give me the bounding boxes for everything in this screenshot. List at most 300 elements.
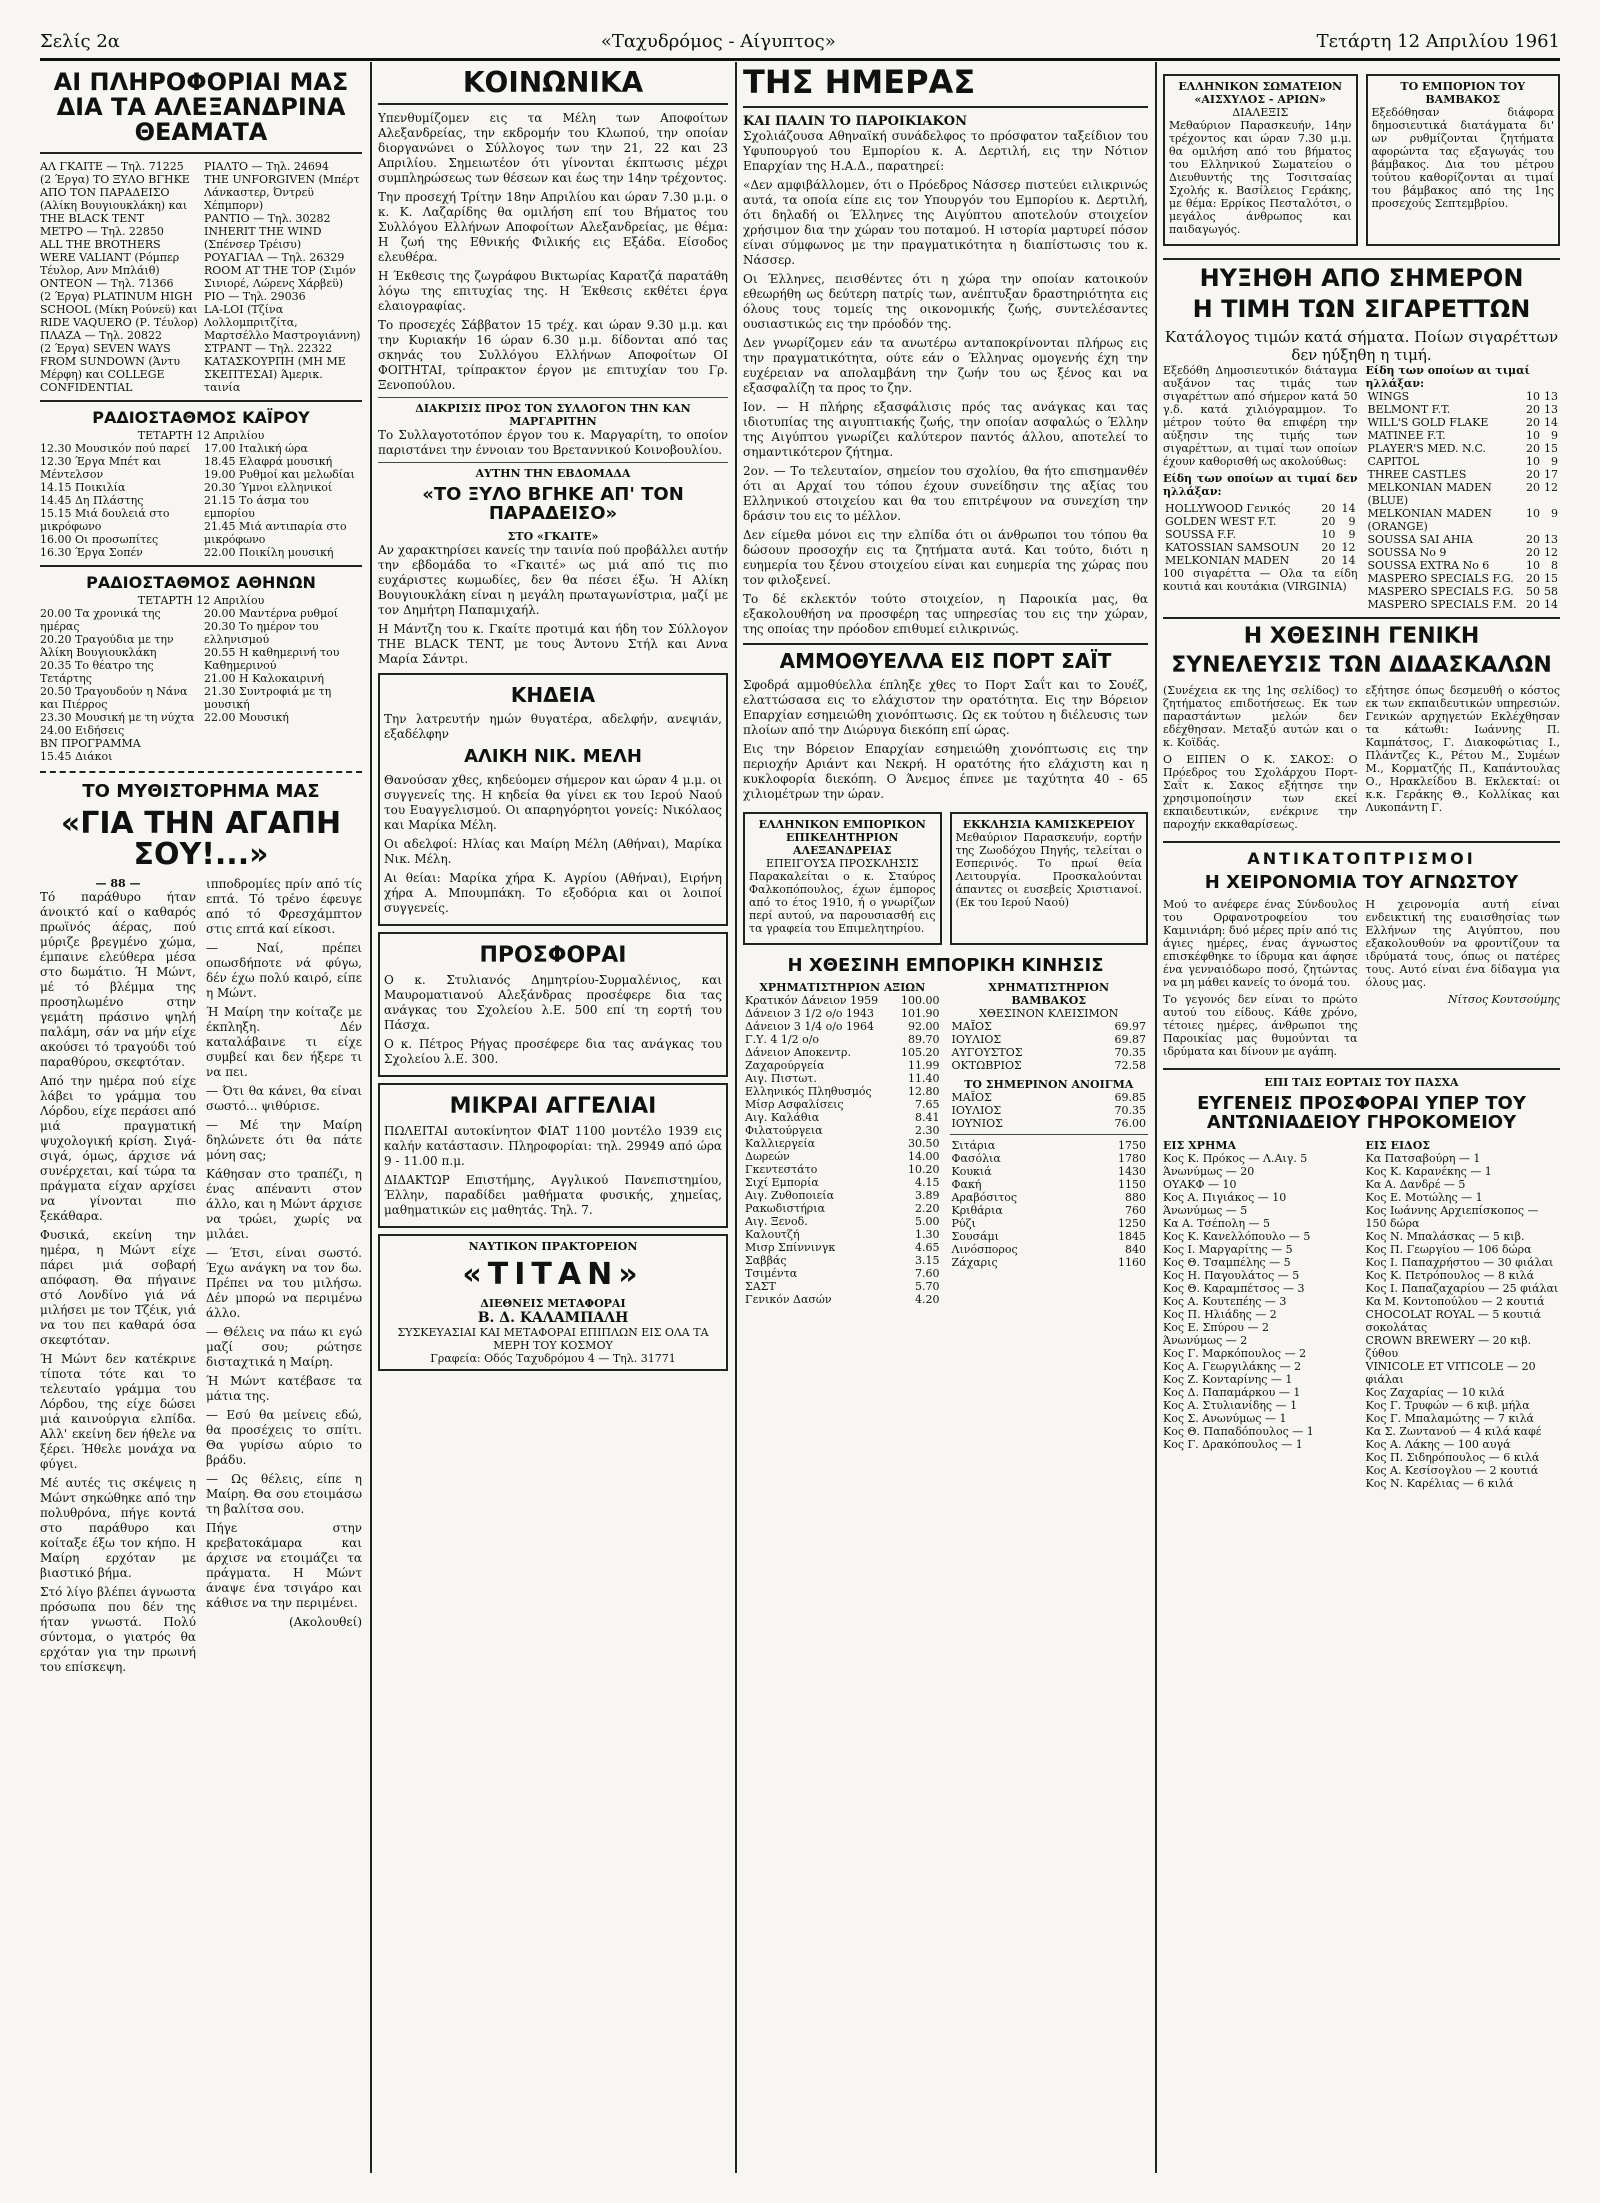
donation-item: Κος Ν. Μπαλάσκας — 5 κιβ. bbox=[1365, 1230, 1525, 1244]
easter-cash-list bbox=[1163, 1152, 1358, 1451]
cigarette-row-cell: 10 bbox=[1526, 429, 1540, 443]
stock-row bbox=[743, 1280, 942, 1293]
cigarette-row bbox=[1366, 429, 1561, 442]
cigarette-row-cell: 10 bbox=[1321, 528, 1336, 542]
cigarette-row-cell: 12 bbox=[1544, 546, 1558, 560]
easter-kind-title: ΕΙΣ ΕΙΔΟΣ bbox=[1365, 1139, 1431, 1153]
cinema-listing: ΠΛΑΖΑ — Τηλ. 20822 bbox=[40, 328, 162, 342]
cigarette-row bbox=[1366, 468, 1561, 481]
cigarette-row bbox=[1163, 528, 1358, 541]
novel-paragraph: Στό λίγο βλέπει άγνωστα πρόσωπα που δέν της ήταν γνωστά. Πολύ σύντομα, ο γιατρός θα ερχόταν για την πρωινή του επίσκεψη. bbox=[40, 1584, 196, 1674]
issue-date: Τετάρτη 12 Απριλίου 1961 bbox=[1316, 30, 1560, 52]
radio-program-item: 15.45 Διάκοι bbox=[40, 749, 113, 763]
stock-row bbox=[743, 1059, 942, 1072]
grain-row bbox=[950, 1191, 1149, 1204]
novel-paragraph: — Θέλεις να πάω κι εγώ μαζί σου; ρώτησε δισταχτικά η Μαίρη. bbox=[206, 1324, 362, 1369]
stock-row bbox=[743, 1215, 942, 1228]
cigarette-row-cell: SOUSSA No 9 bbox=[1367, 546, 1447, 560]
cinema-listing: (2 Έργα) ΤΟ ΞΥΛΟ ΒΓΗΚΕ ΑΠΟ ΤΟΝ ΠΑΡΑΔΕΙΣΟ (Αλίκη Βουγιουκλάκη) και THE BLACK TENT bbox=[40, 172, 190, 225]
novel-paragraph: — Έτσι, είναι σωστό. Έχω ανάγκη να τον δω. Πρέπει να του μιλήσω. Δέν μπορώ να περιμένω άλλο. bbox=[206, 1245, 362, 1320]
cinema-listing: LA-LOI (Τζίνα Λολλομπριτζίτα, Μαρτσέλλο Μαστρογιάννη) bbox=[204, 302, 361, 342]
donation-item: Κος Σ. Ανωνύμως — 1 bbox=[1163, 1412, 1287, 1426]
funeral-notice bbox=[378, 673, 728, 926]
chamber-title: ΕΛΛΗΝΙΚΟΝ ΕΜΠΟΡΙΚΟΝ ΕΠΙΚΕΛΗΤΗΡΙΟΝ ΑΛΕΞΑΝΔΡΕΙΑΣ bbox=[758, 817, 926, 857]
cigarette-row-cell: 9 bbox=[1348, 528, 1356, 542]
cigarette-row-cell: 20 bbox=[1526, 416, 1540, 430]
stock-row-cell: 14.00 bbox=[908, 1150, 940, 1164]
donation-item: Κος Κ. Κανελλόπουλο — 5 bbox=[1163, 1230, 1311, 1244]
stock-exchange bbox=[743, 981, 942, 1306]
cinema-list-right bbox=[204, 160, 362, 394]
radio-program-item: 17.00 Ιταλική ώρα bbox=[204, 441, 308, 455]
cinema-listing: ROOM AT THE TOP (Σιμόν Σινιορέ, Λώρενς Χάρβεϋ) bbox=[204, 263, 356, 290]
reflections-text: Η χειρονομία αυτή είναι ενδεικτική της ευαισθησίας των Ελλήνων της Αιγύπτου, που εξακολουθούν να φροντίζουν τα ιδρύματά τους, όπως οι πατέρες τους. Αυτό είναι ένα δίδαγμα για όλους μας. bbox=[1365, 898, 1560, 990]
radio-program-item: 21.45 Μιά αντιπαρία στο μικρόφωνο bbox=[204, 519, 347, 546]
social-item: Υπενθυμίζομεν εις τα Μέλη των Αποφοίτων Αλεξανδρείας, την εκδρομήν του Κλωπού, την οποίαν διοργανώνει ο Σύλλογος των την 21, 22 και 23 Απριλίου. Σημειωτέον ότι γίνονται έκπτωσις μέχρι συμπληρώσεως των θέσεων και έως την 14ην τρέχοντος. bbox=[378, 111, 728, 186]
cigarette-row-cell: 14 bbox=[1341, 554, 1356, 568]
cigarette-headline: Η ΤΙΜΗ ΤΩΝ ΣΙΓΑΡΕΤΤΩΝ bbox=[1192, 295, 1531, 324]
grain-row-cell: Λινόσπορος bbox=[951, 1243, 1018, 1257]
church-title: ΕΚΚΛΗΣΙΑ ΚΑΜΙΣΚΕΡΕΙΟΥ bbox=[962, 817, 1135, 831]
grain-row-cell: 1160 bbox=[1118, 1256, 1146, 1270]
radio-athens-date: ΤΕΤΑΡΤΗ 12 Απριλίου bbox=[137, 593, 265, 607]
stock-row-cell: Καλλιεργεία bbox=[745, 1137, 816, 1151]
donation-item: Κα Σ. Ζωντανού — 4 κιλά καφέ bbox=[1365, 1425, 1542, 1439]
radio-program-item: 14.15 Ποικιλία bbox=[40, 480, 126, 494]
cigarette-row-cell: 10 bbox=[1526, 559, 1540, 573]
novel-paragraph: — Ναί, πρέπει οπωσδήποτε νά φύγω, δέν έχω πολύ καιρό, είπε η Μώντ. bbox=[206, 940, 362, 1000]
grain-row-cell: 840 bbox=[1125, 1243, 1146, 1257]
donation-item: VINICOLE ET VITICOLE — 20 φιάλαι bbox=[1365, 1360, 1536, 1387]
donation-item: Κος Ζαχαρίας — 10 κιλά bbox=[1365, 1386, 1505, 1400]
opening-table bbox=[950, 1091, 1149, 1130]
stock-row bbox=[743, 1098, 942, 1111]
stock-row-cell: Σιχί Εμπορία bbox=[745, 1176, 819, 1190]
cigarette-row-cell: 9 bbox=[1551, 455, 1558, 469]
novel-paragraph: Ή Μώντ κατέβασε τα μάτια της. bbox=[206, 1373, 362, 1403]
cotton-trade-notice bbox=[1366, 74, 1561, 246]
cigarette-text: Εξεδόθη Δημοσιευτικόν διάταγμα αυξάνον τας τιμάς των σιγαρέττων από σήμερον κατά 50 γ.δ. κατά χιλιόγραμμον. Το μέτρον τούτο θα επιφέρη την αύξησιν της τιμής των σιγαρέττων, αι τιμαί των οποίων έχουν καθορισθή ως ακολούθως: bbox=[1163, 364, 1358, 469]
stock-row-cell: Αιγ. Πιστωτ. bbox=[745, 1072, 817, 1086]
notice-title: ΔΙΑΚΡΙΣΙΣ ΠΡΟΣ ΤΟΝ ΣΥΛΛΟΓΟΝ ΤΗΝ ΚΑΝ ΜΑΡΓΑΡΙΤΗΝ bbox=[415, 402, 691, 429]
daily-paragraph: Ιον. — Η πλήρης εξασφάλισις πρός τας ανάγκας και τας ιδιοτυπίας της αιγυπτιακής ζωής, την οποίαν ασφαλώς ο Έλλην της Αιγύπτου γνωρίζει καλύτερον παντός άλλου, αποτελεί το σημαντικότερον ζήτημα. bbox=[743, 399, 1148, 459]
cotton-row bbox=[950, 1033, 1149, 1046]
cinema-listing: ΡΑΝΤΙΟ — Τηλ. 30282 bbox=[204, 211, 331, 225]
donation-item: Κος Γ. Μαρκόπουλος — 2 bbox=[1163, 1347, 1307, 1361]
cigarette-row-cell: SOUSSA SAI AHIA bbox=[1367, 533, 1473, 547]
stock-row bbox=[743, 1241, 942, 1254]
week-cinema: ΣΤΟ «ΓΚΑΙΤΕ» bbox=[507, 530, 599, 544]
grain-row-cell: Ρύζι bbox=[951, 1217, 976, 1231]
stock-row-cell: 11.40 bbox=[908, 1072, 940, 1086]
cotton-row-cell: 72.58 bbox=[1114, 1059, 1146, 1073]
cigarette-headline: ΗΥΞΗΘΗ ΑΠΟ ΣΗΜΕΡΟΝ bbox=[1199, 264, 1524, 292]
novel-paragraph: — Μέ την Μαίρη δηλώνετε ότι θα πάτε μόνη σας; bbox=[206, 1117, 362, 1162]
stock-row-cell: 8.41 bbox=[915, 1111, 940, 1125]
lecture-notice bbox=[1163, 74, 1358, 246]
stock-row-cell: Γκεντεστάτο bbox=[745, 1163, 818, 1177]
cigarette-row-cell: 20 bbox=[1321, 541, 1336, 555]
stock-row-cell: 105.20 bbox=[901, 1046, 940, 1060]
funeral-text: Θανούσαν χθες, κηδεύομεν σήμερον και ώραν 4 μ.μ. οι συγγενείς της. Η κηδεία θα γίνει εκ του Ιερού Ναού του Ευαγγελισμού. Οι απαρηγόρητοι γονείς: Νικόλαος και Μαρίκα Μέλη. bbox=[384, 773, 722, 833]
stock-row-cell: 2.20 bbox=[915, 1202, 940, 1216]
teachers-headline: ΣΥΝΕΛΕΥΣΙΣ ΤΩΝ ΔΙΔΑΣΚΑΛΩΝ bbox=[1171, 653, 1552, 679]
cigarette-row-cell: 14 bbox=[1341, 502, 1356, 516]
cigarette-row-cell: 13 bbox=[1544, 533, 1558, 547]
social-headline: ΚΟΙΝΩΝΙΚΑ bbox=[462, 66, 644, 99]
grain-row-cell: Φακή bbox=[951, 1178, 982, 1192]
theatres-headline: ΑΙ ΠΛΗΡΟΦΟΡΙΑΙ ΜΑΣ ΔΙΑ ΤΑ ΑΛΕΞΑΝΔΡΙΝΑ ΘΕΑΜΑΤΑ bbox=[53, 68, 349, 147]
stock-row bbox=[743, 1124, 942, 1137]
grain-row bbox=[950, 1204, 1149, 1217]
radio-program-item: 19.00 Ρυθμοί και μελωδίαι bbox=[204, 467, 355, 481]
cotton-exchange bbox=[950, 981, 1149, 1306]
cigarette-row-cell: CAPITOL bbox=[1367, 455, 1420, 469]
markets-row bbox=[743, 981, 1148, 1306]
radio-program-item: 22.00 Ποικίλη μουσική bbox=[204, 545, 334, 559]
radio-athens-title: ΡΑΔΙΟΣΤΑΘΜΟΣ ΑΘΗΝΩΝ bbox=[86, 572, 316, 592]
novel-number: — 88 — bbox=[95, 876, 141, 890]
column-right bbox=[1163, 62, 1560, 2173]
offers-box bbox=[378, 932, 728, 1077]
cigarette-row-cell: 9 bbox=[1551, 507, 1558, 521]
grain-row bbox=[950, 1139, 1149, 1152]
stock-row bbox=[743, 994, 942, 1007]
radio-program-item: 20.00 Μαντέρνα ρυθμοί bbox=[204, 606, 339, 620]
donation-item: Άνωνύμως — 2 bbox=[1163, 1334, 1248, 1348]
novel-paragraph: — Εσύ θα μείνεις εδώ, θα προσέχεις το σπίτι. Θα γυρίσω αύριο το βράδυ. bbox=[206, 1407, 362, 1467]
stock-row-cell: Ελληνικός Πληθυσμός bbox=[745, 1085, 872, 1099]
cotton-title: ΧΡΗΜΑΤΙΣΤΗΡΙΟΝ ΒΑΜΒΑΚΟΣ bbox=[988, 981, 1110, 1008]
easter-headline: ΕΥΓΕΝΕΙΣ ΠΡΟΣΦΟΡΑΙ ΥΠΕΡ ΤΟΥ ΑΝΤΩΝΙΑΔΕΙΟΥ ΓΗΡΟΚΟΜΕΙΟΥ bbox=[1197, 1093, 1526, 1134]
easter-kind bbox=[1366, 1139, 1561, 1490]
opening-row bbox=[950, 1091, 1149, 1104]
stock-row bbox=[743, 1254, 942, 1267]
donation-item: Κος Κ. Πρόκος — Λ.Αιγ. 5 bbox=[1163, 1152, 1308, 1166]
radio-program-item: 20.30 Το ημέρον του ελληνισμού bbox=[204, 619, 319, 646]
cigarette-row-cell: PLAYER'S MED. N.C. bbox=[1367, 442, 1486, 456]
stock-row bbox=[743, 1293, 942, 1306]
sandstorm-text: Εις την Βόρειον Επαρχίαν εσημειώθη χιονόπτωσις εις την περιοχήν Αριάντ και Νεκρή. Η ορατότης ήτο ελάχιστη και η κυκλοφορία διεκόπη. Ο Άνεμος έπνεε με ταχύτητα 40 - 65 χιλιομέτρων την ώραν. bbox=[743, 741, 1148, 801]
cotton-sub: ΧΘΕΣΙΝΟΝ ΚΛΕΙΣΙΜΟΝ bbox=[979, 1007, 1119, 1021]
easter-title: ΕΠΙ ΤΑΙΣ ΕΟΡΤΑΙΣ ΤΟΥ ΠΑΣΧΑ bbox=[1264, 1076, 1459, 1090]
reflections-title: ΑΝΤΙΚΑΤΟΠΤΡΙΣΜΟΙ bbox=[1247, 848, 1476, 868]
radio-program-item: 16.00 Οι προσωπίτες bbox=[40, 532, 159, 546]
cotton-row bbox=[950, 1046, 1149, 1059]
sandstorm-headline: ΑΜΜΟΘΥΕΛΛΑ ΕΙΣ ΠΟΡΤ ΣΑΪΤ bbox=[779, 648, 1112, 673]
novel-paragraph: Κάθησαν στο τραπέζι, η ένας απέναντι στον άλλο, και η Μώντ άρχισε να τρώει, χωρίς να μιλάει. bbox=[206, 1166, 362, 1241]
grain-row-cell: 1845 bbox=[1118, 1230, 1146, 1244]
cigarette-row-cell: 20 bbox=[1526, 533, 1540, 547]
donation-item: CROWN BREWERY — 20 κιβ. ζύθου bbox=[1365, 1334, 1532, 1361]
novel-paragraph: Τό παράθυρο ήταν άνοικτό καί ο καθαρός πρωϊνός άέρας, πού μύριζε βρεγμένο χώμα, έμπαινε ελεύθερα μέσα στο δωμάτιο. Ή Μώντ, μέ τό βλέμμα της προσηλωμένο στην γεμάτη πράσινο ψηλή παλάμη, σάν να μήν είχε ακούσει τό τραγούδι τού παραθύρου, σκεφτόταν. bbox=[40, 889, 196, 1069]
donation-item: Κος Ι. Παπαζαχαρίου — 25 φιάλαι bbox=[1365, 1282, 1559, 1296]
grain-table bbox=[950, 1139, 1149, 1269]
radio-program-item: 14.45 Δη Πλάστης bbox=[40, 493, 144, 507]
stock-row-cell: Γ.Υ. 4 1/2 ο/ο bbox=[745, 1033, 820, 1047]
grain-row-cell: Φασόλια bbox=[951, 1152, 1001, 1166]
grain-row-cell: Ζάχαρις bbox=[951, 1256, 998, 1270]
cinema-listing: INHERIT THE WIND (Σπένσερ Τρέισυ) bbox=[204, 224, 322, 251]
donation-item: Άνωνύμως — 20 bbox=[1163, 1165, 1255, 1179]
radio-program-item: 12.30 Έργα Μπέτ και Μέντελσον bbox=[40, 454, 162, 481]
cigarette-row-cell: MATINEE F.T. bbox=[1367, 429, 1446, 443]
stock-row-cell: Ρακωδιστήρια bbox=[745, 1202, 826, 1216]
funeral-text: Οι αδελφοί: Ηλίας και Μαίρη Μέλη (Αθήναι), Μαρίκα Νικ. Μέλη. bbox=[384, 837, 722, 867]
easter-donations bbox=[1163, 1139, 1560, 1490]
teachers-body bbox=[1163, 684, 1560, 835]
easter-cash bbox=[1163, 1139, 1358, 1490]
advert-owner: Β. Δ. ΚΑΛΑΜΠΑΛΗ bbox=[477, 1309, 629, 1326]
radio-program-item: 21.00 Η Καλοκαιρινή bbox=[204, 671, 324, 685]
offers-text: Ο κ. Στυλιανός Δημητρίου-Συρμαλένιος, και Μαυροματιανού Αλεξάνδρας προσέφερε δια τας ανάγκας του Σχολείου λ.Ε. 500 επί τη εορτή του Πάσχα. bbox=[384, 973, 722, 1033]
cigarette-row bbox=[1366, 455, 1561, 468]
grain-row-cell: Κουκιά bbox=[951, 1165, 992, 1179]
opening-row bbox=[950, 1117, 1149, 1130]
cotton-row-cell: ΜΑΪΟΣ bbox=[951, 1020, 992, 1034]
grain-row-cell: 1750 bbox=[1118, 1139, 1146, 1153]
donation-item: Κος Γ. Μπαλαμώτης — 7 κιλά bbox=[1365, 1412, 1534, 1426]
grain-row-cell: Σουσάμι bbox=[951, 1230, 999, 1244]
grain-row-cell: Κριθάρια bbox=[951, 1204, 1003, 1218]
grain-row bbox=[950, 1165, 1149, 1178]
donation-item: Κος Δ. Παπαμάρκου — 1 bbox=[1163, 1386, 1301, 1400]
cigarette-row-cell: 20 bbox=[1321, 515, 1336, 529]
donation-item: Κος Ν. Καρέλιας — 6 κιλά bbox=[1365, 1477, 1514, 1491]
stock-row-cell: ΣΑΣΤ bbox=[745, 1280, 776, 1294]
cotton-trade-text: Εξεδόθησαν διάφορα δημοσιευτικά διατάγματα δι' ων ρυθμίζονται ζητήματα αφορώντα τας εξαγωγάς του βάμβακος. Δια του μέτρου τούτου καθορίζονται αι τιμαί του βάμβακος από της 1ης προσεχούς Σεπτεμβρίου. bbox=[1371, 106, 1554, 210]
grain-row-cell: 760 bbox=[1125, 1204, 1146, 1218]
stock-row-cell: 12.80 bbox=[908, 1085, 940, 1099]
donation-item: Κος Α. Κεσίσογλου — 2 κουτιά bbox=[1365, 1464, 1539, 1478]
cigarette-row-cell: WILL'S GOLD FLAKE bbox=[1367, 416, 1489, 430]
donation-item: Κος Α. Στυλιανίδης — 1 bbox=[1163, 1399, 1298, 1413]
cigarette-row bbox=[1366, 390, 1561, 403]
cigarette-row-cell: 13 bbox=[1544, 390, 1558, 404]
teachers-col-a bbox=[1163, 684, 1358, 835]
cigarette-row bbox=[1366, 442, 1561, 455]
grain-row bbox=[950, 1243, 1149, 1256]
lecture-title: ΕΛΛΗΝΙΚΟΝ ΣΩΜΑΤΕΙΟΝ «ΑΙΣΧΥΛΟΣ - ΑΡΙΩΝ» bbox=[1178, 80, 1343, 106]
cigarette-row-cell: 20 bbox=[1321, 502, 1336, 516]
stock-row-cell: 3.89 bbox=[915, 1189, 940, 1203]
stock-row bbox=[743, 1202, 942, 1215]
stock-row-cell: Αιγ. Καλάθια bbox=[745, 1111, 820, 1125]
week-title: ΑΥΤΗΝ ΤΗΝ ΕΒΔΟΜΑΔΑ bbox=[475, 467, 631, 481]
teachers-text: εξήτησε όπως δεσμευθή ο κόστος εκ των εκπαιδευτικών υπηρεσιών. Γενικών αρχηγετών Εκλέχθησαν τα κάτωθι: Ιωάννης Π. Καμπάτσος, Γ. Διακοφώτιας Ι., Πλάντζες Κ., Ρέτου Μ., Συμέων Μ., Κορματζής Π., Καπάντουλας Ο., Ηρακλείδου Β. Εκλεκταί: οι κ.κ. Γεράκης Θ., Κολλίκας και Λυκοπάντη Γ. bbox=[1365, 683, 1560, 814]
stock-row-cell: Σαββάς bbox=[745, 1254, 787, 1268]
cigarette-row-cell: GOLDEN WEST F.T. bbox=[1165, 515, 1277, 529]
donation-item: Κος Γ. Τρυφών — 6 κιβ. μήλα bbox=[1365, 1399, 1530, 1413]
cinema-listing: (2 Έργα) PLATINUM HIGH SCHOOL (Μίκη Ρούνεϋ) και RIDE VAQUERO (Ρ. Τέυλορ) bbox=[40, 289, 198, 329]
stock-row-cell: 4.65 bbox=[915, 1241, 940, 1255]
column-rule bbox=[370, 62, 372, 2173]
stock-row-cell: Κρατικόν Δάνειον 1959 bbox=[745, 994, 879, 1008]
funeral-intro: Την λατρευτήν ημών θυγατέρα, αδελφήν, ανεψιάν, εξαδέλφην bbox=[384, 712, 722, 742]
cigarette-row bbox=[1163, 515, 1358, 528]
church-notice bbox=[950, 812, 1149, 945]
offers-text: Ο κ. Πέτρος Ρήγας προσέφερε δια τας ανάγκας του Σχολείου λ.Ε. 300. bbox=[384, 1037, 722, 1067]
grain-row-cell: 1250 bbox=[1118, 1217, 1146, 1231]
donation-item: Κος Ζ. Κονταρίνης — 1 bbox=[1163, 1373, 1293, 1387]
lecture-sub: ΔΙΑΛΕΞΙΣ bbox=[1232, 106, 1289, 119]
cigarette-row-cell: 12 bbox=[1544, 481, 1558, 495]
stock-row-cell: Δωρεών bbox=[745, 1150, 790, 1164]
cigarette-row-cell: MASPERO SPECIALS F.G. bbox=[1367, 585, 1514, 599]
cigarette-row-cell: THREE CASTLES bbox=[1367, 468, 1467, 482]
cinema-list-left bbox=[40, 160, 198, 394]
donation-item: Κος Α. Λάκης — 100 αυγά bbox=[1365, 1438, 1511, 1452]
novel-label: ΤΟ ΜΥΘΙΣΤΟΡΗΜΑ ΜΑΣ bbox=[82, 780, 320, 802]
donation-item: Άνωνύμως — 5 bbox=[1163, 1204, 1248, 1218]
cinema-listing: ΡΙΑΛΤΟ — Τηλ. 24694 bbox=[204, 159, 329, 173]
radio-cairo-date: ΤΕΤΑΡΤΗ 12 Απριλίου bbox=[137, 428, 265, 442]
stock-row-cell: 1.30 bbox=[915, 1228, 940, 1242]
cigarette-text: Είδη των οποίων αι τιμαί δεν ηλλάξαν: bbox=[1163, 472, 1358, 499]
reflections-subtitle: Η ΧΕΙΡΟΝΟΜΙΑ ΤΟΥ ΑΓΝΩΣΤΟΥ bbox=[1204, 871, 1519, 893]
grain-row bbox=[950, 1256, 1149, 1269]
stock-row-cell: Ζαχαρούργεία bbox=[745, 1059, 825, 1073]
teachers-text: (Συνέχεια εκ της 1ης σελίδος) το ζητήματος επιδοτήσεως. Εκ των παραστάντων μελών δεν εδέχθησαν. Μεταξύ αυτών και ο κ. Κοϊδάς. bbox=[1163, 683, 1358, 749]
titan-advert bbox=[378, 1234, 728, 1371]
cinema-listing: ΟΝΤΕΟΝ — Τηλ. 71366 bbox=[40, 276, 174, 290]
cigarette-row-cell: MASPERO SPECIALS F.M. bbox=[1367, 598, 1517, 612]
grain-row-cell: 1150 bbox=[1118, 1178, 1146, 1192]
stock-row-cell: Δάνειον Αποκεντρ. bbox=[745, 1046, 851, 1060]
stock-row-cell: Φιλατούργεια bbox=[745, 1124, 823, 1138]
lecture-text: Μεθαύριον Παρασκευήν, 14ην τρέχοντος και ώραν 7.30 μ.μ. θα ομιλήση από του βήματος του Ελληνικού Σωματείου ο Διευθυντής της Τοσιτσαίας Σχολής κ. Βασίλειος Γεράκης, με θέμα: Ερρίκος Πεσταλότσι, ο μεγάλος άνθρωπος και παιδαγωγός. bbox=[1169, 119, 1352, 236]
donation-item: Κος Κ. Πετρόπουλος — 8 κιλά bbox=[1365, 1269, 1535, 1283]
stock-row-cell: 100.00 bbox=[901, 994, 940, 1008]
cigarette-row-cell: 10 bbox=[1526, 455, 1540, 469]
cigarette-row bbox=[1366, 585, 1561, 598]
cigarette-row bbox=[1366, 533, 1561, 546]
donation-item: Κος Θ. Καραμπέτσος — 3 bbox=[1163, 1282, 1305, 1296]
classifieds-box bbox=[378, 1083, 728, 1228]
daily-paragraph: Το δέ εκλεκτόν τούτο στοιχείον, η Παροικία μας, θα εξακολουθήση να προσφέρη τας υπηρεσίας του εις την χώραν, της οποίας την πρόοδον επιθυμεί ειλικρινώς. bbox=[743, 591, 1148, 636]
stock-row-cell: 11.99 bbox=[908, 1059, 940, 1073]
cinema-listing: ALL THE BROTHERS WERE VALIANT (Ρόμπερ Τέυλορ, Ανν Μπλάιθ) bbox=[40, 237, 180, 277]
advert-sub: ΔΙΕΘΝΕΙΣ ΜΕΤΑΦΟΡΑΙ bbox=[480, 1296, 626, 1310]
reflections-body bbox=[1163, 898, 1560, 1062]
stock-row bbox=[743, 1163, 942, 1176]
cinema-listing: (2 Έργα) SEVEN WAYS FROM SUNDOWN (Άντυ Μέρφη) και COLLEGE CONFIDENTIAL bbox=[40, 341, 181, 394]
stock-row-cell: 7.65 bbox=[915, 1098, 940, 1112]
donation-item: Κα Μ. Κοντοπούλου — 2 κουτιά bbox=[1365, 1295, 1545, 1309]
cinema-listing: ΡΙΟ — Τηλ. 29036 bbox=[204, 289, 306, 303]
donation-item: Κος Γ. Δρακόπουλος — 1 bbox=[1163, 1438, 1303, 1452]
column-rule bbox=[735, 62, 737, 2173]
cigarette-row bbox=[1163, 502, 1358, 515]
cigarette-row-cell: 20 bbox=[1526, 403, 1540, 417]
cotton-row-cell: 69.87 bbox=[1114, 1033, 1146, 1047]
social-item: Το προσεχές Σάββατον 15 τρέχ. και ώραν 9.30 μ.μ. και την Κυριακήν 16 ώραν 6.30 μ.μ. δίδονται από τας σκηνάς του Συλλόγου Ελλήνων Αποφοίτων ΟΙ ΦΟΙΤΗΤΑΙ, τρίπρακτον έργον με επιτυχίαν του Γρ. Ξενοπούλου. bbox=[378, 318, 728, 393]
stock-row bbox=[743, 1228, 942, 1241]
radio-cairo-right bbox=[204, 442, 362, 559]
donation-item: Κος Ε. Μοτώλης — 1 bbox=[1365, 1191, 1483, 1205]
donation-item: Κος Π. Ηλιάδης — 2 bbox=[1163, 1308, 1277, 1322]
teachers-text: Ο ΕΙΠΕΝ Ο Κ. ΣΑΚΟΣ: Ο Πρόεδρος του Σχολάρχου Πορτ-Σαΐτ κ. Σακος εξήτησε την χρησιμοποίησιν των εκεί εκπαιδευτικών, ενέκρινε την παροχήν εκκαθαρίσεως. bbox=[1163, 752, 1358, 831]
page-number: Σελίς 2α bbox=[40, 30, 120, 52]
daily-subtitle: ΚΑΙ ΠΑΛΙΝ ΤΟ ΠΑΡΟΙΚΙΑΚΟΝ bbox=[743, 113, 967, 129]
cigarette-row-cell: 20 bbox=[1526, 572, 1540, 586]
funeral-title: ΚΗΔΕΙΑ bbox=[510, 683, 596, 708]
radio-program-item: 21.15 Το άσμα του εμπορίου bbox=[204, 493, 309, 520]
advert-agency: ΝΑΥΤΙΚΟΝ ΠΡΑΚΤΟΡΕΙΟΝ bbox=[468, 1240, 638, 1254]
grain-row bbox=[950, 1230, 1149, 1243]
novel-paragraph: — Ότι θα κάνει, θα είναι σωστό... ψιθύρισε. bbox=[206, 1083, 362, 1113]
cigarette-row bbox=[1366, 403, 1561, 416]
cigarette-row-cell: 12 bbox=[1341, 541, 1356, 555]
cinema-listing: ΣΤΡΑΝΤ — Τηλ. 22322 bbox=[204, 341, 333, 355]
cigarette-row-cell: KATOSSIAN SAMSOUN bbox=[1165, 541, 1299, 555]
stock-row-cell: Μισρ Σπίννινγκ bbox=[745, 1241, 836, 1255]
cigarette-right-head: Είδη των οποίων αι τιμαί ηλλάξαν: bbox=[1365, 364, 1530, 391]
opening-title: ΤΟ ΣΗΜΕΡΙΝΟΝ ΑΝΟΙΓΜΑ bbox=[964, 1078, 1134, 1092]
novel-paragraph: ιπποδρομίες πρίν από τίς επτά. Τό τρένο έφευγε από τό Φρεσχάμπτον στις επτά καί είκοσι. bbox=[206, 876, 362, 936]
reflections-text: Το γεγονός δεν είναι το πρώτο αυτού του είδους. Κάθε χρόνο, τέτοιες ημέρες, άνθρωποι της Παροικίας μας θυμούνται τα ιδρύματα και δίνουν με αγάπη. bbox=[1163, 993, 1358, 1059]
stock-row-cell: Μίσρ Ασφαλίσεις bbox=[745, 1098, 844, 1112]
novel-body bbox=[40, 877, 362, 1679]
radio-athens-left bbox=[40, 607, 198, 763]
donation-item: Κος Ε. Σπύρου — 2 bbox=[1163, 1321, 1269, 1335]
cigarette-right bbox=[1366, 364, 1561, 611]
daily-paragraph: Δεν είμεθα μόνοι εις την ελπίδα ότι οι άνθρωποι του τόπου θα δώσουν προσοχήν εις τα ζητήματα αυτά. Και τούτο, διότι η ευημερία του ξένου στοιχείου είναι και ευημερία της χώρας που τον φιλοξενεί. bbox=[743, 527, 1148, 587]
cigarette-row-cell: 20 bbox=[1526, 442, 1540, 456]
radio-cairo-left bbox=[40, 442, 198, 559]
novel-column-a bbox=[40, 877, 196, 1679]
novel-paragraph: — Ως θέλεις, είπε η Μαίρη. Θα σου ετοιμάσω τη βαλίτσα σου. bbox=[206, 1471, 362, 1516]
cigarette-row bbox=[1366, 598, 1561, 611]
stock-row-cell: Αιγ. Ξενοδ. bbox=[745, 1215, 808, 1229]
to-be-continued: (Ακολουθεί) bbox=[288, 1614, 362, 1629]
page-header bbox=[40, 24, 1560, 61]
donation-item: Κος Θ. Παπαδόπουλος — 1 bbox=[1163, 1425, 1314, 1439]
donation-item: Κος Ι. Μαργαρίτης — 5 bbox=[1163, 1243, 1293, 1257]
radio-program-item: ΒΝ ΠΡΟΓΡΑΜΜΑ bbox=[40, 736, 141, 750]
novel-column-b bbox=[206, 877, 362, 1679]
cinema-listings bbox=[40, 160, 362, 394]
cigarette-row bbox=[1366, 481, 1561, 507]
donation-item: Κα Α. Δανδρέ — 5 bbox=[1365, 1178, 1466, 1192]
stocks-table bbox=[743, 994, 942, 1306]
stock-row-cell: 7.60 bbox=[915, 1267, 940, 1281]
radio-program-item: 24.00 Ειδήσεις bbox=[40, 723, 125, 737]
notices-row bbox=[743, 806, 1148, 951]
donation-item: Κος Π. Σιδηρόπουλος — 6 κιλά bbox=[1365, 1451, 1540, 1465]
stock-row-cell: 5.70 bbox=[915, 1280, 940, 1294]
grain-row-cell: 880 bbox=[1125, 1191, 1146, 1205]
cigarette-row-cell: 10 bbox=[1526, 390, 1540, 404]
week-text: Αν χαρακτηρίσει κανείς την ταινία πού προβάλλει αυτήν την εβδομάδα το «Γκαιτέ» ως μιά από τις πιο ευχάριστες κωμωδίες, δεν θα πέσει έξω. Ή Αλίκη Βουγιουκλάκη είναι η μεγάλη πρωταγωνίστρια, μαζί με τον Δημήτρη Παπαμιχαήλ. bbox=[378, 543, 728, 618]
cigarette-row-cell: 20 bbox=[1321, 554, 1336, 568]
cigarette-row-cell: HOLLYWOOD Γενικός bbox=[1165, 502, 1291, 516]
cigarette-table-left bbox=[1163, 502, 1358, 567]
cigarette-row-cell: 20 bbox=[1526, 481, 1540, 495]
radio-program-item: 21.30 Συντροφιά με τη μουσική bbox=[204, 684, 332, 711]
sandstorm-text: Σφοδρά αμμοθύελλα έπληξε χθες το Πορτ Σαΐτ και το Σουέζ, ελαττώσασα εις το ελάχιστον την ορατότητα. Εις την Βόρειον Επαρχίαν εσημειώθη χιονόπτωσις. Ως εκ τούτου η διέλευσις των πλοίων από την Διώρυγα διεκόπη επί ώρας. bbox=[743, 677, 1148, 737]
stock-row bbox=[743, 1085, 942, 1098]
stock-row-cell: 30.50 bbox=[908, 1137, 940, 1151]
offers-title: ΠΡΟΣΦΟΡΑΙ bbox=[479, 943, 627, 969]
classified-ad: ΠΩΛΕΙΤΑΙ αυτοκίνητον ΦΙΑΤ 1100 μοντέλο 1939 εις καλήν κατάστασιν. Πληροφορίαι: τηλ. 29949 από ώρα 9 - 11.00 π.μ. bbox=[384, 1124, 722, 1169]
cigarette-row bbox=[1366, 572, 1561, 585]
cotton-trade-title: ΤΟ ΕΜΠΟΡΙΟΝ ΤΟΥ ΒΑΜΒΑΚΟΣ bbox=[1400, 80, 1526, 106]
church-text: Μεθαύριον Παρασκευήν, εορτήν της Ζωοδόχου Πηγής, τελείται ο Εσπερινός. Το πρωί θεία Λειτουργία. Προσκαλούνται άπαντες οι ευσεβείς Χριστιανοί. (Εκ του Ιερού Ναού) bbox=[955, 830, 1142, 909]
cigarette-row-cell: 9 bbox=[1348, 515, 1356, 529]
classified-ad: ΔΙΔΑΚΤΩΡ Επιστήμης, Αγγλικού Πανεπιστημίου, Έλλην, παραδίδει μαθήματα φυσικής, χημείας, μαθηματικών εις μαθητάς. Τηλ. 7. bbox=[384, 1173, 722, 1218]
radio-program-item: 20.50 Τραγουδούν η Νάνα και Πιέρρος bbox=[40, 684, 188, 711]
